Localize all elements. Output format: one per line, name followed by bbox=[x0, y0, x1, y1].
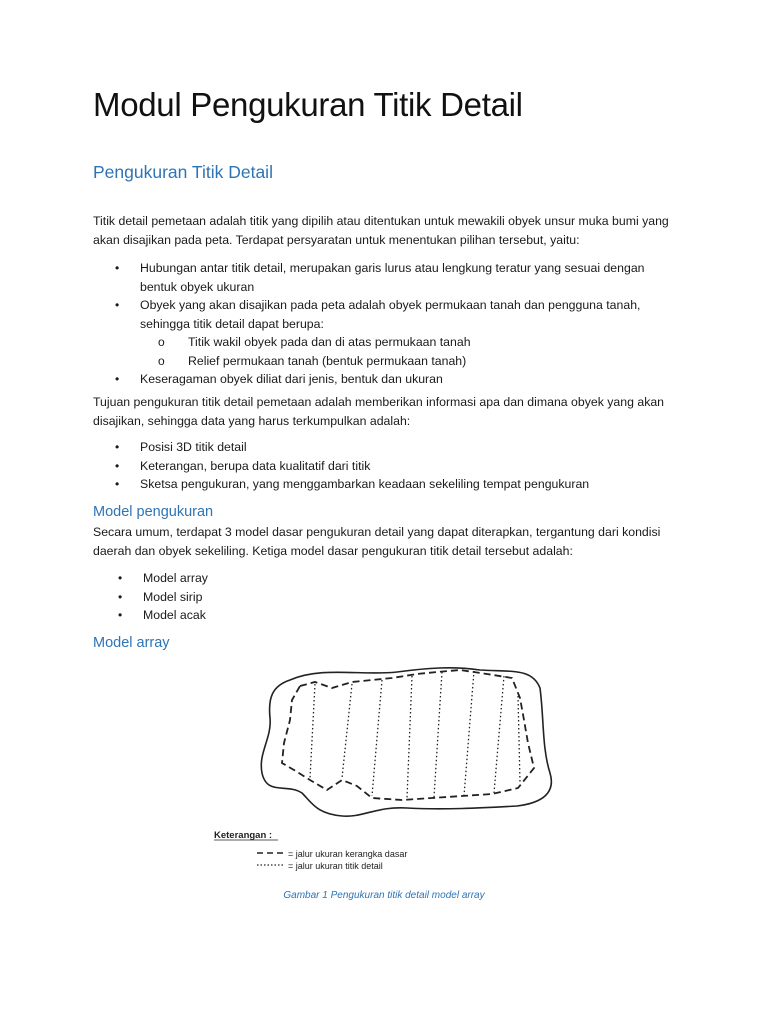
legend-dashed-label: = jalur ukuran kerangka dasar bbox=[288, 849, 408, 859]
document-title: Modul Pengukuran Titik Detail bbox=[93, 86, 523, 123]
circle-bullet-icon: o bbox=[158, 353, 165, 368]
legend-title: Keterangan : bbox=[214, 830, 273, 841]
list-item-text: Model sirip bbox=[143, 589, 203, 604]
bullet-icon: • bbox=[118, 608, 123, 622]
list-item-text: Keseragaman obyek diliat dari jenis, bentuk dan ukuran bbox=[140, 372, 443, 386]
bullet-icon: • bbox=[115, 458, 120, 473]
sub-list bbox=[140, 333, 680, 370]
requirements-list bbox=[115, 259, 680, 389]
list-item-text: Keterangan, berupa data kualitatif dari titik bbox=[140, 458, 371, 473]
section-heading-model-pengukuran: Model pengukuran bbox=[93, 504, 214, 520]
bullet-icon: • bbox=[115, 372, 120, 386]
list-item-text: Obyek yang akan disajikan pada peta adalah obyek permukaan tanah dan pengguna tanah, sehingga titik detail dapat berupa: bbox=[140, 298, 641, 331]
legend-dotted-label: = jalur ukuran titik detail bbox=[288, 861, 383, 871]
bullet-icon: • bbox=[118, 589, 123, 604]
sub-list-item bbox=[158, 352, 680, 371]
model-intro-paragraph: Secara umum, terdapat 3 model dasar pengukuran detail yang dapat diterapkan, tergantung dari kondisi daerah dan obyek sekeliling. Ketiga model dasar pengukuran titik detail tersebut adalah: bbox=[93, 525, 661, 558]
model-array-figure bbox=[212, 658, 562, 880]
section-heading-pengukuran-titik-detail: Pengukuran Titik Detail bbox=[93, 162, 273, 182]
bullet-icon: • bbox=[118, 571, 123, 585]
area-boundary-outline bbox=[261, 668, 551, 816]
bullet-icon: • bbox=[115, 298, 120, 312]
sub-list-item-text: Titik wakil obyek pada dan di atas permukaan tanah bbox=[188, 335, 471, 349]
bullet-icon: • bbox=[115, 477, 120, 491]
sub-list-item bbox=[158, 333, 680, 352]
bullet-icon: • bbox=[115, 261, 120, 275]
intro-paragraph: Titik detail pemetaan adalah titik yang dipilih atau ditentukan untuk mewakili obyek unsur muka bumi yang akan disajikan pada peta. Terdapat persyaratan untuk menentukan pilihan tersebut, yaitu: bbox=[93, 214, 669, 247]
circle-bullet-icon: o bbox=[158, 335, 165, 349]
figure-caption: Gambar 1 Pengukuran titik detail model array bbox=[283, 890, 485, 901]
bullet-icon: • bbox=[115, 440, 120, 454]
list-item bbox=[115, 457, 680, 476]
list-item bbox=[115, 370, 680, 389]
list-item bbox=[115, 259, 680, 296]
list-item bbox=[118, 569, 683, 588]
list-item-text: Model acak bbox=[143, 608, 206, 622]
list-item-text: Posisi 3D titik detail bbox=[140, 440, 247, 454]
purpose-paragraph: Tujuan pengukuran titik detail pemetaan adalah memberikan informasi apa dan dimana obyek yang akan disajikan, sehingga data yang harus terkumpulkan adalah: bbox=[93, 395, 665, 428]
section-heading-model-array: Model array bbox=[93, 635, 170, 651]
list-item bbox=[115, 475, 680, 494]
list-item bbox=[118, 606, 683, 625]
sub-list-item-text: Relief permukaan tanah (bentuk permukaan tanah) bbox=[188, 353, 467, 368]
dotted-detail-paths bbox=[310, 671, 520, 798]
list-item bbox=[115, 438, 680, 457]
models-list bbox=[118, 569, 683, 625]
list-item bbox=[118, 588, 683, 607]
data-items-list bbox=[115, 438, 680, 494]
list-item-text: Hubungan antar titik detail, merupakan garis lurus atau lengkung teratur yang sesuai dengan bentuk obyek ukuran bbox=[140, 261, 645, 294]
list-item-text: Model array bbox=[143, 571, 208, 585]
list-item-text: Sketsa pengukuran, yang menggambarkan keadaan sekeliling tempat pengukuran bbox=[140, 477, 590, 491]
list-item bbox=[115, 296, 680, 370]
